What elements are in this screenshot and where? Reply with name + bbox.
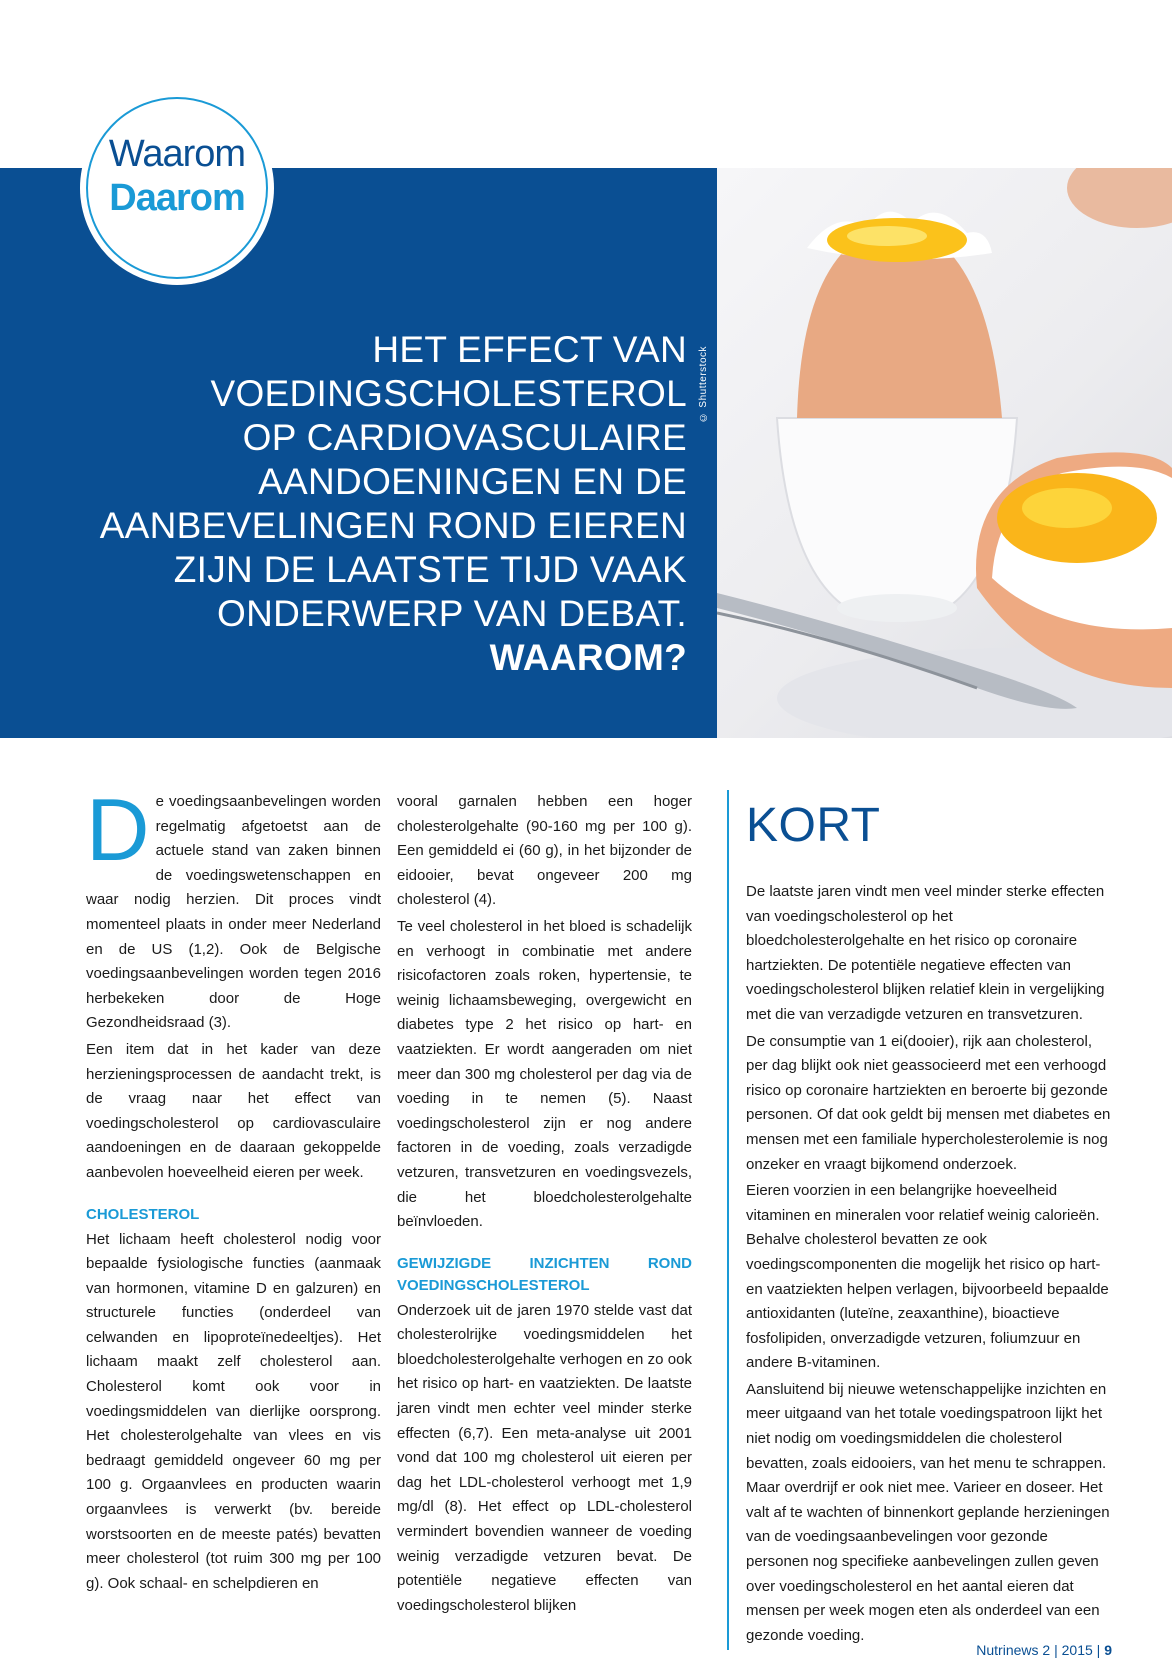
egg-illustration (717, 168, 1172, 738)
waarom-daarom-badge (86, 97, 268, 279)
column-2-paragraph-2: Te veel cholesterol in het bloed is schadelijk en verhoogt in combinatie met andere risicofactoren zoals roken, hypertensie, te weinig lichaamsbeweging, overgewicht en diabetes type 2 het risico op hart- en vaatziekten. Er wordt aangeraden om niet meer dan 300 mg cholesterol per dag via de voeding in te nemen (5). Naast voedingscholesterol zijn er nog andere factoren in de voeding, zoals verzadigde vetzuren, transvetzuren en voedingsvezels, die het bloedcholesterolgehalte beïnvloeden. (397, 917, 692, 1231)
cholesterol-paragraph: Het lichaam heeft cholesterol nodig voor bepaalde fysiologische functies (aanmaak van hormonen, vitamine D en galzuren) en structurele functies (onderdeel van celwanden en lipoproteïnedeeltjes). Het lichaam maakt zelf cholesterol aan. Cholesterol komt ook voor in voedingsmiddelen van dierlijke oorsprong. Het cholesterolgehalte van vlees en vis bedraagt gemiddeld ongeveer 60 mg per 100 g. Orgaanvlees en producten waarin orgaanvlees is verwerkt (bv. bereide worstsoorten en de meeste patés) bevatten meer cholesterol (tot ruim 300 mg per 100 g). Ook schaal- en schelpdieren en (86, 1230, 381, 1592)
footer-separator: | (1096, 1642, 1101, 1658)
intro-text: e voedingsaanbevelingen worden regelmatig afgetoetst aan de actuele stand van zaken binnen de voedingswetenschappen en waar nodig herzien. Dit proces vindt momenteel plaats in onder meer Nederland en de US (1,2). Ook de Belgische voedingsaanbevelingen worden tegen 2016 herbekeken door de Hoge Gezondheidsraad (3). (86, 793, 381, 1032)
headline-line: AANBEVELINGEN ROND EIEREN (99, 505, 687, 546)
headline-line: ONDERWERP VAN DEBAT. (217, 593, 687, 634)
article-column-1 (86, 780, 381, 1598)
kort-paragraph: Eieren voorzien in een belangrijke hoeveelheid vitaminen en mineralen voor relatief weinig calorieën. Behalve cholesterol bevatten ze ook voedingscomponenten die mogelijk het risico op hart- en vaatziekten helpen verlagen, bijvoorbeeld bepaalde antioxidanten (luteïne, zeaxanthine), bioactieve fosfolipiden, onverzadigde vetzuren, foliumzuur en andere B-vitaminen. (746, 1182, 1109, 1372)
photo-credit: © Shutterstock (698, 346, 709, 423)
kort-paragraph: De consumptie van 1 ei(dooier), rijk aan cholesterol, per dag blijkt ook niet geassocieerd met een verhoogd risico op coronaire hartziekten en beroerte bij gezonde personen. Of dat ook geldt bij mensen met diabetes en mensen met een familiale hypercholesterolemie is nog onzeker en vraagt bijkomend onderzoek. (746, 1032, 1111, 1173)
headline-line: AANDOENINGEN EN DE (258, 461, 687, 502)
footer-issue: 2 (1042, 1642, 1051, 1658)
headline-line: VOEDINGSCHOLESTEROL (210, 373, 687, 414)
article-column-2 (397, 790, 692, 1620)
kort-paragraph: Aansluitend bij nieuwe wetenschappelijke inzichten en meer uitgaand van het totale voedingspatroon lijkt het niet nodig om voedingsmiddelen die cholesterol bevatten, zoals eidooiers, van het menu te schrappen. Maar overdrijf er ook niet mee. Varieer en doseer. Het valt af te wachten of binnenkort geplande herzieningen van de voedingsaanbevelingen voor gezonde personen nog specifieke aanbevelingen zullen geven over voedingscholesterol en het aantal eieren dat mensen per week mogen eten als onderdeel van een gezonde voeding. (746, 1380, 1110, 1644)
section-heading-inzichten: GEWIJZIGDE INZICHTEN ROND VOEDINGSCHOLESTEROL (397, 1254, 692, 1294)
badge-word-waarom: Waarom (108, 133, 246, 175)
column-2-paragraph-3: Onderzoek uit de jaren 1970 stelde vast dat cholesterolrijke voedingsmiddelen het bloedcholesterolgehalte verhogen en zo ook het risico op hart- en vaatziekten. De laatste jaren vindt men echter veel minder sterke effecten (6,7). Een meta-analyse uit 2001 vond dat 100 mg cholesterol uit eieren per dag het LDL-cholesterol verhoogt met 1,9 mg/dl (8). Het effect op LDL-cholesterol vermindert bovendien wanneer de voeding weinig verzadigde vetzuren bevat. De potentiële negatieve effecten van voedingscholesterol blijken (397, 1301, 692, 1614)
badge-word-daarom: Daarom (109, 177, 245, 219)
kort-title: KORT (746, 799, 881, 852)
headline-emphasis: WAAROM? (489, 637, 687, 678)
kort-column (746, 880, 1112, 1650)
column-2-paragraph-1: vooral garnalen hebben een hoger cholesterolgehalte (90-160 mg per 100 g). Een gemiddeld ei (60 g), in het bijzonder de eidooier, bevat ongeveer 200 mg cholesterol (4). (397, 793, 692, 909)
headline-panel (0, 168, 717, 738)
intro-paragraph-2: Een item dat in het kader van deze herzieningsprocessen de aandacht trekt, is de vraag naar het effect van voedingscholesterol op cardiovasculaire aandoeningen en de daaraan gekoppelde aanbevolen hoeveelheid eieren per week. (86, 1040, 381, 1181)
headline-line: HET EFFECT VAN (372, 329, 687, 370)
kort-paragraph: De laatste jaren vindt men veel minder sterke effecten van voedingscholesterol op het bloedcholesterolgehalte en het risico op coronaire hartziekten. De potentiële negatieve effecten van voedingscholesterol blijken relatief klein in vergelijking met die van verzadigde vetzuren en transvetzuren. (746, 883, 1105, 1023)
egg-photo (717, 168, 1172, 738)
intro-paragraph (86, 780, 381, 1036)
drop-cap: D (86, 780, 150, 879)
footer-separator: | (1054, 1642, 1058, 1658)
page-footer (976, 1642, 1112, 1658)
footer-year: 2015 (1061, 1642, 1093, 1658)
headline-line: ZIJN DE LAATSTE TIJD VAAK (173, 549, 687, 590)
footer-brand: Nutrinews (976, 1642, 1039, 1658)
headline (47, 328, 687, 680)
footer-page-number: 9 (1104, 1642, 1112, 1658)
section-heading-cholesterol: CHOLESTEROL (86, 1205, 200, 1223)
kort-divider (727, 790, 729, 1650)
headline-line: OP CARDIOVASCULAIRE (242, 417, 687, 458)
